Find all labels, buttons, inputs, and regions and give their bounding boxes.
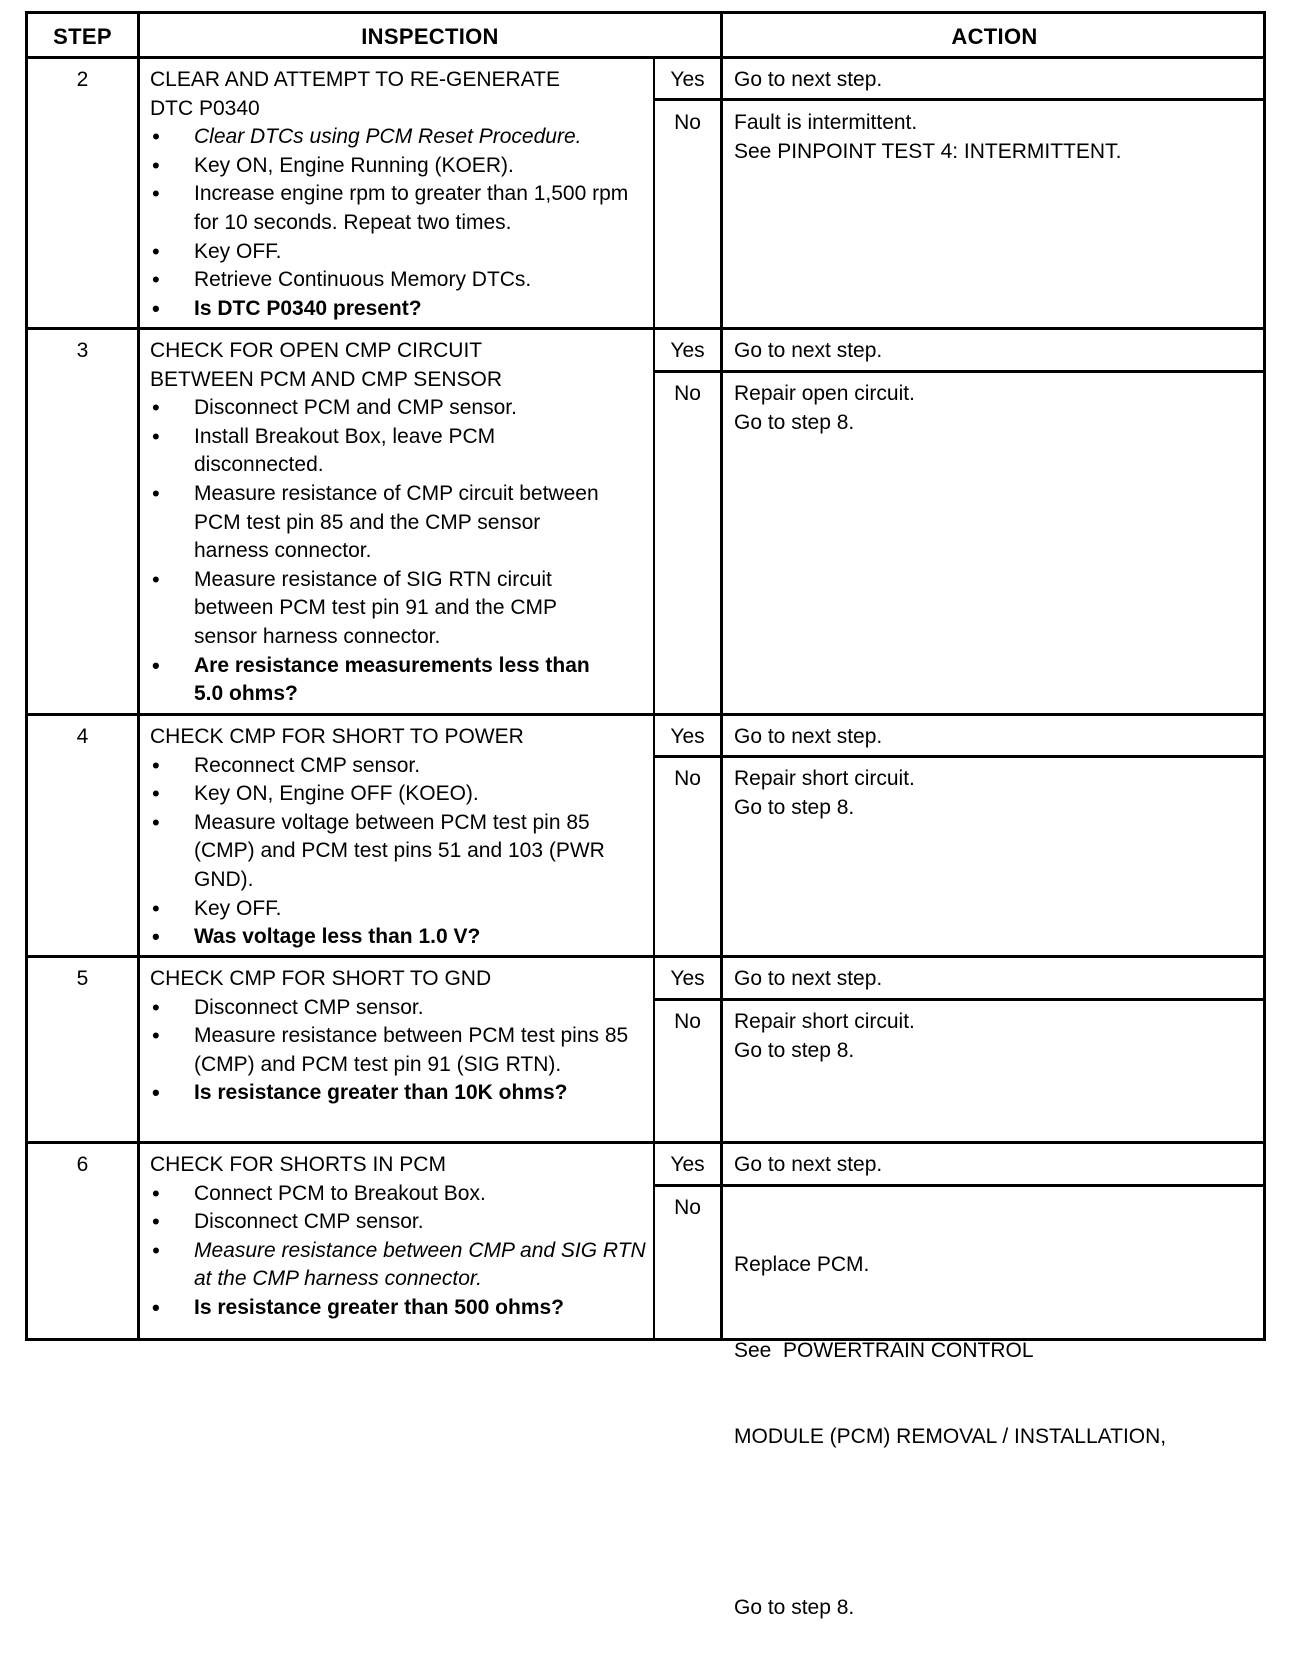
yes-action: Go to next step. — [734, 1153, 883, 1176]
inspection-cell — [150, 965, 652, 1108]
bullet-question: • Is resistance greater than 500 ohms? — [150, 1294, 652, 1323]
bullet-item: • Connect PCM to Breakout Box. — [150, 1180, 652, 1209]
step-number: 3 — [76, 339, 89, 362]
bullet-question: • Is resistance greater than 10K ohms? — [150, 1079, 652, 1108]
yes-no-rule — [653, 370, 1263, 373]
step-number: 6 — [76, 1153, 89, 1176]
inspection-title: BETWEEN PCM AND CMP SENSOR — [150, 367, 502, 391]
bullet-question: • Are resistance measurements less than 5.0 ohms? — [150, 652, 620, 709]
no-action-line: Fault is intermittent. — [734, 111, 918, 134]
no-action — [734, 1194, 1264, 1680]
bullet-item: • Disconnect CMP sensor. — [150, 994, 652, 1023]
step-number: 5 — [76, 967, 89, 990]
no-action — [734, 109, 1264, 166]
bullet-item: • Disconnect CMP sensor. — [150, 1208, 652, 1237]
bullet-item: • Install Breakout Box, leave PCM disconnected. — [150, 423, 620, 480]
yes-action: Go to next step. — [734, 725, 883, 748]
yes-label: Yes — [670, 339, 705, 362]
yes-label: Yes — [670, 68, 705, 91]
inspection-title: DTC P0340 — [150, 96, 260, 120]
no-action-line: Go to step 8. — [734, 410, 855, 434]
inspection-cell — [150, 66, 652, 323]
bullet-item: • Retrieve Continuous Memory DTCs. — [150, 266, 652, 295]
header-inspection: INSPECTION — [361, 23, 499, 49]
bullet-item: • Measure resistance between CMP and SIG RTN at the CMP harness connector. — [150, 1237, 652, 1294]
no-action-line: Replace PCM. — [734, 1253, 870, 1277]
inspection-title: CHECK FOR SHORTS IN PCM — [150, 1153, 446, 1176]
no-action — [734, 1008, 1264, 1065]
no-action-line: MODULE (PCM) REMOVAL / INSTALLATION, — [734, 1424, 1167, 1448]
step-number: 2 — [76, 68, 89, 91]
bullet-item: • Key ON, Engine OFF (KOEO). — [150, 780, 652, 809]
step-number: 4 — [76, 725, 89, 748]
divider-action — [720, 14, 723, 1338]
bullet-item: • Clear DTCs using PCM Reset Procedure. — [150, 123, 652, 152]
yes-no-rule — [653, 755, 1263, 758]
yes-label: Yes — [670, 967, 705, 990]
yes-no-rule — [653, 98, 1263, 101]
row-rule — [28, 1141, 1263, 1144]
yes-action: Go to next step. — [734, 967, 883, 990]
no-label: No — [674, 382, 701, 405]
bullet-item: • Measure resistance of SIG RTN circuit between PCM test pin 91 and the CMP sensor harness connector. — [150, 566, 620, 652]
no-action-line: Go to step 8. — [734, 795, 855, 819]
header-action: ACTION — [951, 23, 1038, 49]
bullet-item: • Reconnect CMP sensor. — [150, 752, 652, 781]
yes-action: Go to next step. — [734, 339, 883, 362]
bullet-item: • Key OFF. — [150, 895, 652, 924]
no-action — [734, 765, 1264, 822]
bullet-item: • Increase engine rpm to greater than 1,500 rpm for 10 seconds. Repeat two times. — [150, 180, 652, 237]
inspection-title: CLEAR AND ATTEMPT TO RE-GENERATE — [150, 68, 560, 91]
header-step: STEP — [53, 23, 112, 49]
bullet-item: • Key ON, Engine Running (KOER). — [150, 152, 652, 181]
no-action-line: Repair short circuit. — [734, 767, 915, 790]
divider-yes-no — [653, 59, 655, 1338]
spacer — [734, 1509, 1264, 1538]
inspection-cell — [150, 723, 652, 952]
bullet-item: • Measure voltage between PCM test pin 85 (CMP) and PCM test pins 51 and 103 (PWR GND). — [150, 809, 652, 895]
yes-action: Go to next step. — [734, 68, 883, 91]
inspection-cell — [150, 337, 620, 709]
inspection-title: CHECK CMP FOR SHORT TO POWER — [150, 725, 524, 748]
bullet-item: • Measure resistance of CMP circuit between PCM test pin 85 and the CMP sensor harness connector. — [150, 480, 620, 566]
inspection-title: CHECK CMP FOR SHORT TO GND — [150, 967, 492, 990]
row-rule — [28, 713, 1263, 716]
no-action — [734, 380, 1264, 437]
no-label: No — [674, 767, 701, 790]
bullet-question: • Was voltage less than 1.0 V? — [150, 923, 652, 952]
no-action-line: Go to step 8. — [734, 1596, 855, 1620]
yes-no-rule — [653, 1184, 1263, 1187]
bullet-item: • Key OFF. — [150, 238, 652, 267]
yes-label: Yes — [670, 1153, 705, 1176]
no-action-line: Repair short circuit. — [734, 1010, 915, 1033]
no-label: No — [674, 1010, 701, 1033]
no-action-line: Repair open circuit. — [734, 382, 915, 405]
bullet-item: • Measure resistance between PCM test pins 85 (CMP) and PCM test pin 91 (SIG RTN). — [150, 1022, 652, 1079]
row-rule — [28, 327, 1263, 330]
no-action-line: See PINPOINT TEST 4: INTERMITTENT. — [734, 139, 1122, 163]
no-action-line: Go to step 8. — [734, 1038, 855, 1062]
no-label: No — [674, 1196, 701, 1219]
inspection-cell — [150, 1151, 652, 1323]
bullet-item: • Disconnect PCM and CMP sensor. — [150, 394, 620, 423]
no-action-line: See POWERTRAIN CONTROL — [734, 1338, 1034, 1362]
inspection-title: CHECK FOR OPEN CMP CIRCUIT — [150, 339, 483, 362]
divider-step — [137, 14, 140, 1338]
no-label: No — [674, 111, 701, 134]
row-rule — [28, 955, 1263, 958]
bullet-question: • Is DTC P0340 present? — [150, 295, 652, 324]
diagnostic-table — [25, 11, 1266, 1620]
yes-no-rule — [653, 998, 1263, 1001]
yes-label: Yes — [670, 725, 705, 748]
